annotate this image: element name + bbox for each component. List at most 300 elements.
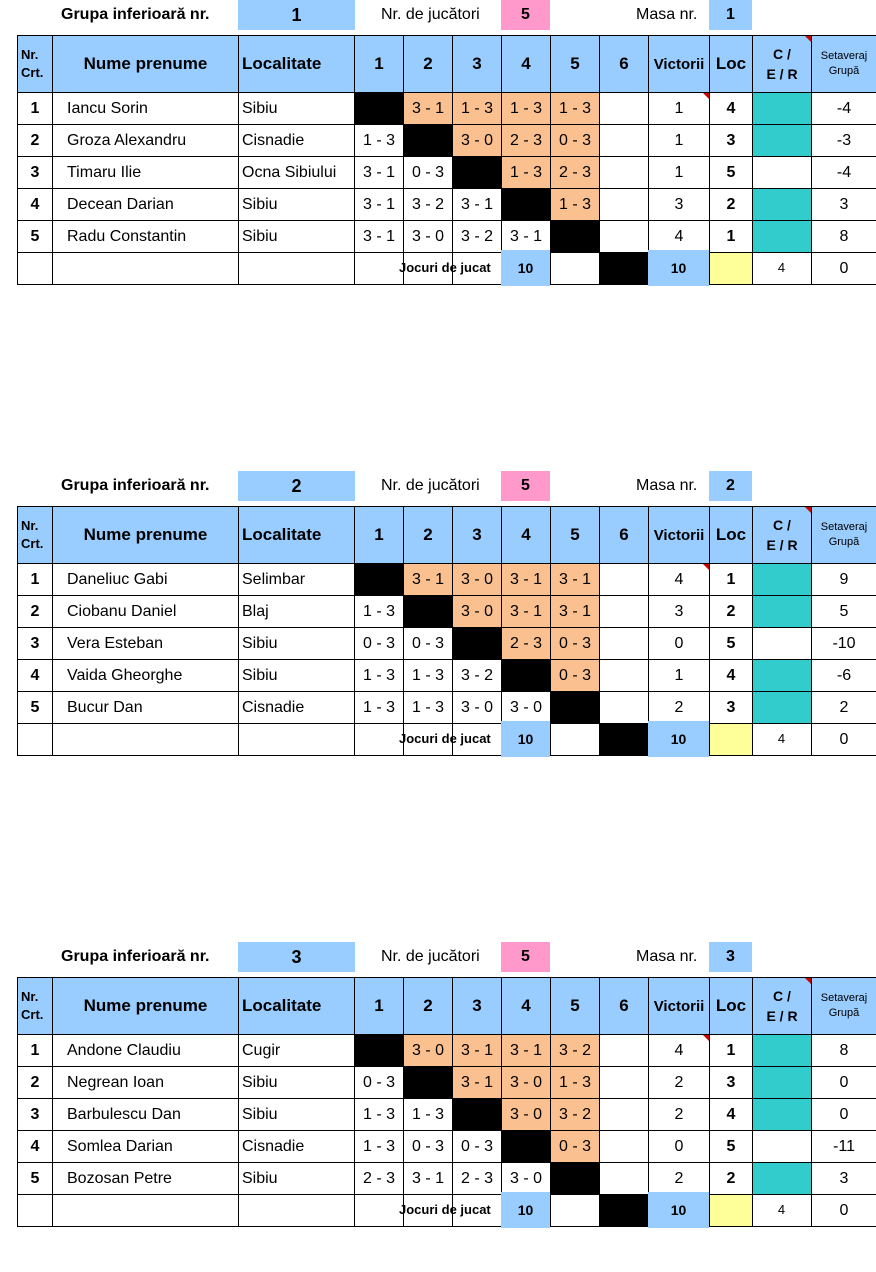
col-opponent-4-header: 4: [502, 507, 551, 564]
place-cell[interactable]: 3: [710, 1067, 753, 1099]
col-cer-line1: C /: [773, 46, 791, 62]
score-cell[interactable]: 3 - 1: [355, 221, 404, 253]
place-cell[interactable]: 4: [710, 660, 753, 692]
col-cer-header: [753, 507, 812, 564]
table-number[interactable]: 1: [709, 0, 752, 30]
header-row: [18, 507, 876, 564]
score-cell[interactable]: 3 - 1: [453, 189, 502, 221]
setaverage-cell[interactable]: 0: [812, 724, 876, 756]
place-cell[interactable]: 5: [710, 1131, 753, 1163]
col-cer-line1: C /: [773, 517, 791, 533]
table-row: [18, 564, 876, 596]
score-cell[interactable]: 3 - 1: [551, 564, 600, 596]
score-cell[interactable]: 2 - 3: [355, 1163, 404, 1195]
row-number[interactable]: 5: [18, 221, 53, 253]
place-cell[interactable]: 4: [710, 93, 753, 125]
player-town[interactable]: Sibiu: [239, 628, 355, 660]
victories-cell[interactable]: 3: [649, 189, 710, 221]
score-cell[interactable]: [502, 189, 551, 221]
score-cell[interactable]: [404, 596, 453, 628]
score-cell[interactable]: 1 - 3: [502, 93, 551, 125]
col-nr-line2: Crt.: [21, 1007, 43, 1022]
place-cell[interactable]: 4: [710, 1099, 753, 1131]
score-cell[interactable]: 1 - 3: [355, 596, 404, 628]
setaverage-cell[interactable]: 8: [812, 1035, 876, 1067]
score-cell[interactable]: [355, 1035, 404, 1067]
score-cell[interactable]: [355, 564, 404, 596]
comment-marker-icon: [703, 1035, 709, 1041]
score-cell[interactable]: [600, 1163, 649, 1195]
setaverage-cell[interactable]: -6: [812, 660, 876, 692]
score-cell[interactable]: 3 - 1: [502, 1035, 551, 1067]
cer-cell[interactable]: [753, 1099, 812, 1131]
place-cell[interactable]: [710, 724, 753, 756]
score-cell[interactable]: 3 - 1: [355, 189, 404, 221]
player-name[interactable]: Bozosan Petre: [53, 1163, 239, 1195]
table-row: [18, 1099, 876, 1131]
score-cell[interactable]: [600, 189, 649, 221]
setaverage-cell[interactable]: 9: [812, 564, 876, 596]
place-cell[interactable]: 2: [710, 189, 753, 221]
place-cell[interactable]: 2: [710, 1163, 753, 1195]
setaverage-cell[interactable]: 8: [812, 221, 876, 253]
score-cell[interactable]: [600, 1035, 649, 1067]
score-cell[interactable]: [453, 1099, 502, 1131]
col-nr-header: [18, 507, 53, 564]
players-count[interactable]: 5: [501, 942, 550, 972]
row-number[interactable]: 2: [18, 1067, 53, 1099]
score-cell[interactable]: [502, 660, 551, 692]
score-cell[interactable]: 1 - 3: [551, 189, 600, 221]
place-cell[interactable]: 2: [710, 596, 753, 628]
col-nr-line1: Nr.: [21, 47, 38, 62]
col-set-line2: Grupă: [829, 536, 860, 548]
table-row: [18, 221, 876, 253]
score-cell[interactable]: 1 - 3: [453, 93, 502, 125]
victories-cell[interactable]: 0: [649, 1131, 710, 1163]
cer-cell[interactable]: [753, 564, 812, 596]
score-cell[interactable]: 3 - 0: [404, 221, 453, 253]
victories-cell[interactable]: 1: [649, 660, 710, 692]
cer-cell[interactable]: [753, 692, 812, 724]
setaverage-cell[interactable]: 2: [812, 692, 876, 724]
score-cell[interactable]: 2 - 3: [502, 628, 551, 660]
row-number[interactable]: 1: [18, 1035, 53, 1067]
score-cell[interactable]: [600, 564, 649, 596]
score-cell[interactable]: 3 - 0: [453, 692, 502, 724]
score-cell[interactable]: [355, 1195, 404, 1227]
score-cell[interactable]: 1 - 3: [355, 692, 404, 724]
col-set-line1: Setaveraj: [821, 50, 867, 62]
score-cell[interactable]: 3 - 1: [453, 1035, 502, 1067]
score-cell[interactable]: 3 - 0: [502, 692, 551, 724]
row-number[interactable]: 2: [18, 596, 53, 628]
player-name[interactable]: Timaru Ilie: [53, 157, 239, 189]
row-number[interactable]: 5: [18, 692, 53, 724]
player-name[interactable]: Negrean Ioan: [53, 1067, 239, 1099]
setaverage-cell[interactable]: -11: [812, 1131, 876, 1163]
player-town[interactable]: [239, 1195, 355, 1227]
player-name[interactable]: [53, 253, 239, 285]
players-count[interactable]: 5: [501, 0, 550, 30]
victories-cell[interactable]: 4: [649, 1035, 710, 1067]
player-town[interactable]: Blaj: [239, 596, 355, 628]
score-cell[interactable]: [502, 1131, 551, 1163]
victories-cell[interactable]: 4: [649, 564, 710, 596]
score-cell[interactable]: 0 - 3: [551, 125, 600, 157]
results-table: [17, 977, 876, 1227]
col-place-header: Loc: [710, 36, 753, 93]
row-number[interactable]: [18, 1195, 53, 1227]
player-town[interactable]: Cisnadie: [239, 125, 355, 157]
player-name[interactable]: Iancu Sorin: [53, 93, 239, 125]
table-row: [18, 692, 876, 724]
score-cell[interactable]: 3 - 0: [453, 125, 502, 157]
cer-cell[interactable]: [753, 221, 812, 253]
score-cell[interactable]: [404, 125, 453, 157]
score-cell[interactable]: 3 - 2: [551, 1099, 600, 1131]
score-cell[interactable]: [551, 692, 600, 724]
row-number[interactable]: 3: [18, 157, 53, 189]
victories-cell[interactable]: 3: [649, 596, 710, 628]
score-cell[interactable]: 3 - 1: [453, 1067, 502, 1099]
score-cell[interactable]: 3 - 2: [453, 221, 502, 253]
setaverage-cell[interactable]: 3: [812, 189, 876, 221]
place-cell[interactable]: 5: [710, 157, 753, 189]
score-cell[interactable]: 3 - 1: [502, 564, 551, 596]
cer-cell[interactable]: [753, 93, 812, 125]
score-cell[interactable]: 0 - 3: [551, 628, 600, 660]
row-number[interactable]: 5: [18, 1163, 53, 1195]
player-town[interactable]: Sibiu: [239, 660, 355, 692]
player-town[interactable]: [239, 253, 355, 285]
place-cell[interactable]: [710, 1195, 753, 1227]
cer-cell[interactable]: [753, 1163, 812, 1195]
player-name[interactable]: Vera Esteban: [53, 628, 239, 660]
score-cell[interactable]: 2 - 3: [502, 125, 551, 157]
score-cell[interactable]: 0 - 3: [551, 660, 600, 692]
victories-cell[interactable]: 1: [649, 157, 710, 189]
score-cell[interactable]: [600, 724, 649, 756]
score-cell[interactable]: [600, 660, 649, 692]
comment-marker-icon: [805, 36, 811, 42]
player-name[interactable]: Daneliuc Gabi: [53, 564, 239, 596]
victories-total[interactable]: 10: [648, 250, 709, 286]
row-number[interactable]: 1: [18, 93, 53, 125]
player-town[interactable]: Ocna Sibiului: [239, 157, 355, 189]
group-block: [0, 0, 876, 330]
score-cell[interactable]: 3 - 2: [453, 660, 502, 692]
score-cell[interactable]: 1 - 3: [551, 93, 600, 125]
games-count[interactable]: 10: [501, 250, 550, 286]
cer-cell[interactable]: [753, 1131, 812, 1163]
players-count[interactable]: 5: [501, 471, 550, 501]
score-cell[interactable]: 3 - 0: [502, 1163, 551, 1195]
score-cell[interactable]: 2 - 3: [551, 157, 600, 189]
comment-marker-icon: [703, 93, 709, 99]
place-cell[interactable]: [710, 253, 753, 285]
score-cell[interactable]: 1 - 3: [502, 157, 551, 189]
col-name-header: Nume prenume: [53, 507, 239, 564]
row-number[interactable]: [18, 724, 53, 756]
player-name[interactable]: Ciobanu Daniel: [53, 596, 239, 628]
player-town[interactable]: Cisnadie: [239, 692, 355, 724]
score-cell[interactable]: 3 - 0: [404, 1035, 453, 1067]
col-town-header: Localitate: [239, 36, 355, 93]
games-count[interactable]: 10: [501, 721, 550, 757]
cer-cell[interactable]: [753, 157, 812, 189]
victories-cell[interactable]: 1: [649, 93, 710, 125]
score-cell[interactable]: 1 - 3: [404, 1099, 453, 1131]
score-cell[interactable]: [551, 1163, 600, 1195]
col-victories-header: Victorii: [649, 507, 710, 564]
cer-cell[interactable]: [753, 1067, 812, 1099]
score-cell[interactable]: [600, 628, 649, 660]
victories-total[interactable]: 10: [648, 721, 709, 757]
setaverage-cell[interactable]: 0: [812, 1067, 876, 1099]
place-cell[interactable]: 3: [710, 692, 753, 724]
player-name[interactable]: Vaida Gheorghe: [53, 660, 239, 692]
player-name[interactable]: Decean Darian: [53, 189, 239, 221]
table-label: Masa nr.: [636, 471, 697, 501]
score-cell[interactable]: [355, 724, 404, 756]
score-cell[interactable]: 0 - 3: [551, 1131, 600, 1163]
setaverage-cell[interactable]: -4: [812, 157, 876, 189]
score-cell[interactable]: [551, 253, 600, 285]
player-town[interactable]: Sibiu: [239, 189, 355, 221]
cer-cell[interactable]: [753, 660, 812, 692]
col-opponent-6-header: 6: [600, 978, 649, 1035]
comment-marker-icon: [703, 564, 709, 570]
score-cell[interactable]: [600, 692, 649, 724]
player-town[interactable]: Sibiu: [239, 1067, 355, 1099]
place-cell[interactable]: 1: [710, 564, 753, 596]
cer-cell[interactable]: [753, 125, 812, 157]
score-cell[interactable]: 3 - 1: [404, 1163, 453, 1195]
place-cell[interactable]: 1: [710, 221, 753, 253]
row-number[interactable]: 3: [18, 628, 53, 660]
group-number[interactable]: 2: [238, 471, 355, 501]
table-row: [18, 1035, 876, 1067]
score-cell[interactable]: 3 - 1: [551, 596, 600, 628]
score-cell[interactable]: 3 - 2: [551, 1035, 600, 1067]
player-town[interactable]: Sibiu: [239, 1099, 355, 1131]
col-opponent-1-header: 1: [355, 36, 404, 93]
table-label: Masa nr.: [636, 942, 697, 972]
player-town[interactable]: Sibiu: [239, 1163, 355, 1195]
table-row: [18, 1131, 876, 1163]
results-table: [17, 506, 876, 756]
cer-cell[interactable]: [753, 628, 812, 660]
score-cell[interactable]: [404, 1067, 453, 1099]
col-set-line2: Grupă: [829, 65, 860, 77]
row-number[interactable]: 4: [18, 1131, 53, 1163]
player-name[interactable]: [53, 724, 239, 756]
score-cell[interactable]: 3 - 2: [404, 189, 453, 221]
victories-cell[interactable]: 2: [649, 692, 710, 724]
score-cell[interactable]: 1 - 3: [355, 1099, 404, 1131]
score-cell[interactable]: 3 - 1: [502, 596, 551, 628]
table-number[interactable]: 3: [709, 942, 752, 972]
col-opponent-5-header: 5: [551, 978, 600, 1035]
victories-cell[interactable]: 0: [649, 628, 710, 660]
score-cell[interactable]: [453, 628, 502, 660]
score-cell[interactable]: [600, 221, 649, 253]
table-row: [18, 1067, 876, 1099]
score-cell[interactable]: [453, 157, 502, 189]
extra-count[interactable]: 4: [752, 250, 811, 286]
score-cell[interactable]: [600, 1195, 649, 1227]
victories-cell[interactable]: 2: [649, 1099, 710, 1131]
player-town[interactable]: [239, 724, 355, 756]
score-cell[interactable]: [600, 253, 649, 285]
row-number[interactable]: 4: [18, 660, 53, 692]
score-cell[interactable]: 3 - 1: [404, 564, 453, 596]
col-cer-line1: C /: [773, 988, 791, 1004]
table-row: [18, 596, 876, 628]
score-cell[interactable]: 3 - 1: [502, 221, 551, 253]
score-cell[interactable]: [551, 221, 600, 253]
player-name[interactable]: Bucur Dan: [53, 692, 239, 724]
score-cell[interactable]: 3 - 1: [355, 157, 404, 189]
score-cell[interactable]: [600, 93, 649, 125]
score-cell[interactable]: 1 - 3: [551, 1067, 600, 1099]
row-number[interactable]: 2: [18, 125, 53, 157]
header-row: [18, 978, 876, 1035]
col-nr-line1: Nr.: [21, 989, 38, 1004]
score-cell[interactable]: 1 - 3: [404, 692, 453, 724]
place-cell[interactable]: 1: [710, 1035, 753, 1067]
score-cell[interactable]: 1 - 3: [355, 660, 404, 692]
player-name[interactable]: Radu Constantin: [53, 221, 239, 253]
col-place-header: Loc: [710, 978, 753, 1035]
score-cell[interactable]: [355, 93, 404, 125]
row-number[interactable]: 1: [18, 564, 53, 596]
score-cell[interactable]: [600, 1131, 649, 1163]
col-set-line1: Setaveraj: [821, 521, 867, 533]
col-opponent-4-header: 4: [502, 978, 551, 1035]
score-cell[interactable]: 3 - 0: [453, 564, 502, 596]
victories-cell[interactable]: 2: [649, 1163, 710, 1195]
col-opponent-3-header: 3: [453, 36, 502, 93]
extra-count[interactable]: 4: [752, 1192, 811, 1228]
score-cell[interactable]: 3 - 1: [404, 93, 453, 125]
setaverage-cell[interactable]: 5: [812, 596, 876, 628]
score-cell[interactable]: 0 - 3: [355, 628, 404, 660]
victories-cell[interactable]: 4: [649, 221, 710, 253]
col-setaverage-header: [812, 36, 876, 93]
score-cell[interactable]: [600, 157, 649, 189]
col-opponent-3-header: 3: [453, 507, 502, 564]
score-cell[interactable]: 0 - 3: [404, 628, 453, 660]
col-opponent-5-header: 5: [551, 36, 600, 93]
results-table: [17, 35, 876, 285]
table-row: [18, 189, 876, 221]
score-cell[interactable]: 3 - 0: [502, 1067, 551, 1099]
col-nr-line2: Crt.: [21, 65, 43, 80]
cer-cell[interactable]: [753, 1035, 812, 1067]
score-cell[interactable]: 0 - 3: [453, 1131, 502, 1163]
score-cell[interactable]: [600, 1099, 649, 1131]
row-number[interactable]: [18, 253, 53, 285]
table-number[interactable]: 2: [709, 471, 752, 501]
player-town[interactable]: Selimbar: [239, 564, 355, 596]
score-cell[interactable]: 1 - 3: [355, 125, 404, 157]
score-cell[interactable]: [551, 724, 600, 756]
victories-cell[interactable]: 2: [649, 1067, 710, 1099]
place-cell[interactable]: 5: [710, 628, 753, 660]
score-cell[interactable]: 1 - 3: [355, 1131, 404, 1163]
player-name[interactable]: Somlea Darian: [53, 1131, 239, 1163]
row-number[interactable]: 4: [18, 189, 53, 221]
victories-total[interactable]: 10: [648, 1192, 709, 1228]
table-row: [18, 1163, 876, 1195]
score-cell[interactable]: [355, 253, 404, 285]
player-town[interactable]: Cisnadie: [239, 1131, 355, 1163]
comment-marker-icon: [805, 978, 811, 984]
setaverage-cell[interactable]: 0: [812, 253, 876, 285]
group-number[interactable]: 1: [238, 0, 355, 30]
player-town[interactable]: Sibiu: [239, 93, 355, 125]
group-title: Grupa inferioară nr.: [61, 0, 209, 30]
setaverage-cell[interactable]: -3: [812, 125, 876, 157]
player-name[interactable]: Groza Alexandru: [53, 125, 239, 157]
score-cell[interactable]: 2 - 3: [453, 1163, 502, 1195]
score-cell[interactable]: 0 - 3: [404, 157, 453, 189]
score-cell[interactable]: 3 - 0: [453, 596, 502, 628]
score-cell[interactable]: 0 - 3: [355, 1067, 404, 1099]
setaverage-cell[interactable]: 3: [812, 1163, 876, 1195]
cer-cell[interactable]: [753, 189, 812, 221]
score-cell[interactable]: 3 - 0: [502, 1099, 551, 1131]
score-cell[interactable]: 0 - 3: [404, 1131, 453, 1163]
score-cell[interactable]: [600, 596, 649, 628]
setaverage-cell[interactable]: -10: [812, 628, 876, 660]
score-cell[interactable]: 1 - 3: [404, 660, 453, 692]
col-setaverage-header: [812, 507, 876, 564]
col-nr-header: [18, 978, 53, 1035]
player-name[interactable]: Andone Claudiu: [53, 1035, 239, 1067]
setaverage-cell[interactable]: -4: [812, 93, 876, 125]
games-count[interactable]: 10: [501, 1192, 550, 1228]
group-block: [0, 471, 876, 801]
col-nr-header: [18, 36, 53, 93]
player-name[interactable]: Barbulescu Dan: [53, 1099, 239, 1131]
player-town[interactable]: Sibiu: [239, 221, 355, 253]
col-opponent-6-header: 6: [600, 507, 649, 564]
setaverage-cell[interactable]: 0: [812, 1195, 876, 1227]
score-cell[interactable]: [551, 1195, 600, 1227]
col-set-line1: Setaveraj: [821, 992, 867, 1004]
victories-cell[interactable]: 1: [649, 125, 710, 157]
setaverage-cell[interactable]: 0: [812, 1099, 876, 1131]
player-name[interactable]: [53, 1195, 239, 1227]
cer-cell[interactable]: [753, 596, 812, 628]
group-number[interactable]: 3: [238, 942, 355, 972]
place-cell[interactable]: 3: [710, 125, 753, 157]
player-town[interactable]: Cugir: [239, 1035, 355, 1067]
row-number[interactable]: 3: [18, 1099, 53, 1131]
col-opponent-4-header: 4: [502, 36, 551, 93]
extra-count[interactable]: 4: [752, 721, 811, 757]
games-label: Jocuri de jucat: [399, 721, 491, 757]
score-cell[interactable]: [600, 1067, 649, 1099]
col-opponent-2-header: 2: [404, 507, 453, 564]
col-setaverage-header: [812, 978, 876, 1035]
score-cell[interactable]: [600, 125, 649, 157]
table-row: [18, 125, 876, 157]
group-title: Grupa inferioară nr.: [61, 942, 209, 972]
